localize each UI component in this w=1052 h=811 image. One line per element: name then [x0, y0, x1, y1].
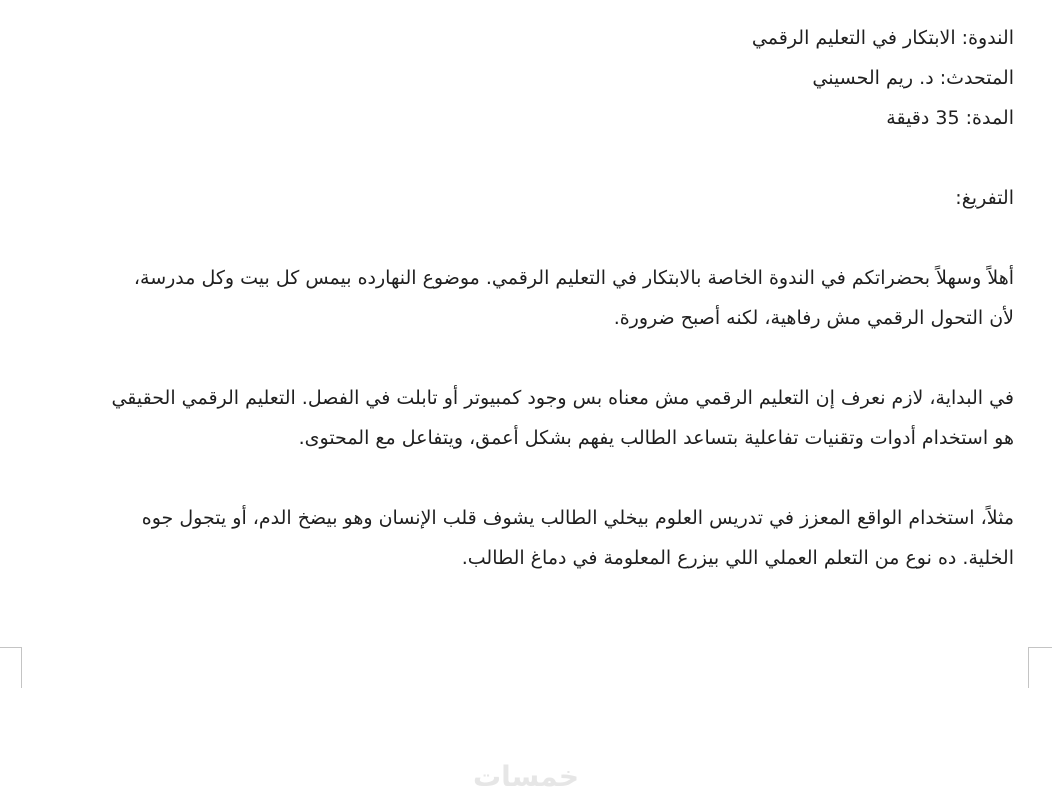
- seminar-title-line: الندوة: الابتكار في التعليم الرقمي: [751, 27, 1014, 49]
- watermark-logo: خمسات: [472, 760, 580, 793]
- paragraph-line: الخلية. ده نوع من التعلم العملي اللي بيزرع المعلومة في دماغ الطالب.: [461, 547, 1014, 569]
- speaker-line: المتحدث: د. ريم الحسيني: [812, 67, 1014, 89]
- page-corner-mark-right: [1028, 647, 1052, 688]
- paragraph-definition: [20, 378, 1014, 458]
- blank-line: [20, 138, 1014, 178]
- document-body: [20, 18, 1014, 578]
- paragraph-line: لأن التحول الرقمي مش رفاهية، لكنه أصبح ضرورة.: [613, 307, 1014, 329]
- page-corner-mark-left: [0, 647, 22, 688]
- paragraph-line: هو استخدام أدوات وتقنيات تفاعلية بتساعد الطالب يفهم بشكل أعمق، ويتفاعل مع المحتوى.: [298, 427, 1014, 449]
- duration-line: المدة: 35 دقيقة: [886, 107, 1014, 129]
- blank-line: [20, 338, 1014, 378]
- blank-line: [20, 458, 1014, 498]
- paragraph-intro: [20, 258, 1014, 338]
- paragraph-line: مثلاً، استخدام الواقع المعزز في تدريس العلوم بيخلي الطالب يشوف قلب الإنسان وهو بيضخ الدم، أو يتجول جوه: [141, 507, 1014, 529]
- paragraph-line: في البداية، لازم نعرف إن التعليم الرقمي مش معناه بس وجود كمبيوتر أو تابلت في الفصل. التعليم الرقمي الحقيقي: [111, 387, 1014, 409]
- blank-line: [20, 218, 1014, 258]
- paragraph-example: [20, 498, 1014, 578]
- paragraph-line: أهلاً وسهلاً بحضراتكم في الندوة الخاصة بالابتكار في التعليم الرقمي. موضوع النهارده بيمس كل بيت وكل مدرسة،: [133, 267, 1014, 289]
- transcript-label: التفريغ:: [955, 187, 1014, 209]
